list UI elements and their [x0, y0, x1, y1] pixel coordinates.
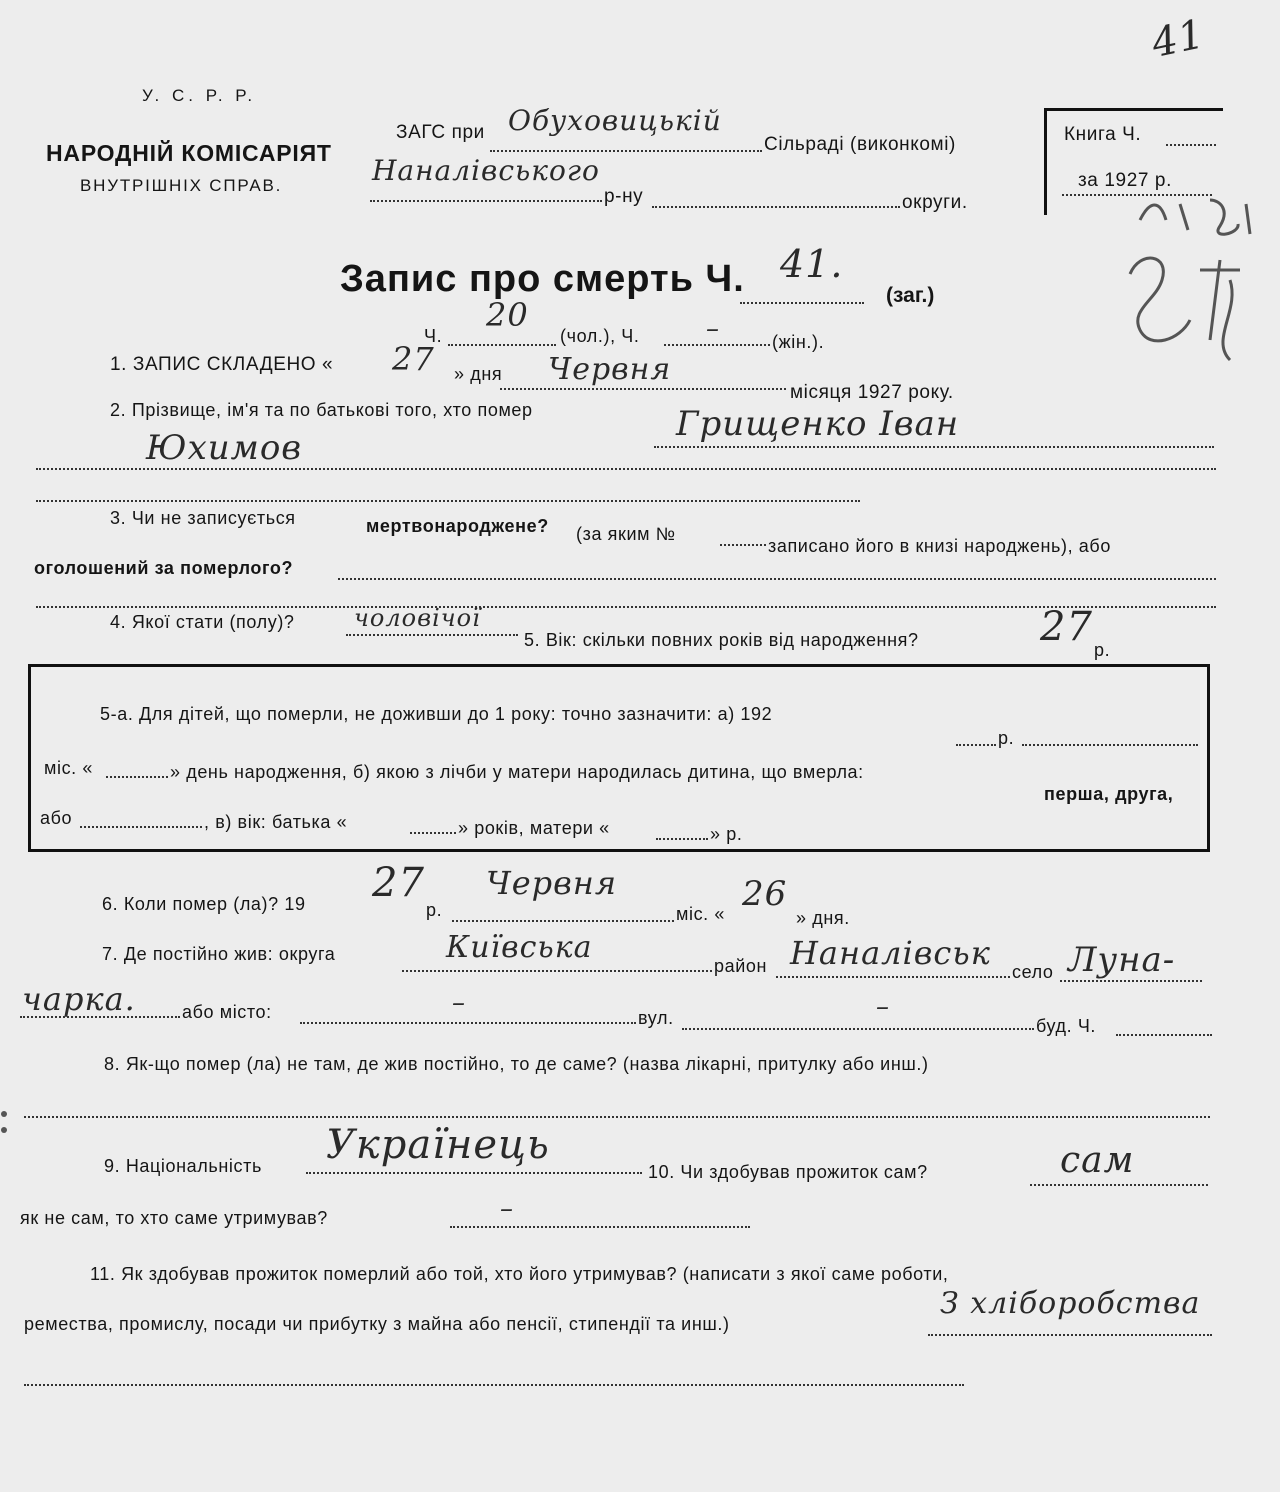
field-3-line	[338, 578, 1216, 580]
field-1-dnya: » дня	[454, 364, 503, 384]
field-10b-label: як не сам, то хто саме утримував?	[20, 1208, 328, 1228]
female-count-value: –	[706, 314, 720, 344]
field-7-selo-value-cont: чарка.	[22, 980, 136, 1018]
title-number: 41.	[780, 242, 844, 286]
field-9-label: 9. Національність	[104, 1156, 262, 1176]
field-7-bud-label: буд. Ч.	[1036, 1016, 1097, 1036]
field-7-raion-value: Наналівськ	[790, 934, 991, 972]
field-3-line-b	[36, 606, 1216, 608]
field-7-misto-line	[300, 1022, 636, 1024]
field-1-tail: місяця 1927 року.	[790, 382, 954, 403]
field-3-number-line	[720, 544, 766, 546]
field-7-vul-value: –	[876, 992, 890, 1022]
field-4-value: чоловічої	[354, 604, 481, 632]
field-8-line	[24, 1116, 1210, 1118]
field-2-name: Грищенко Іван	[676, 404, 960, 444]
field-2-line-b	[36, 468, 1216, 470]
ussr-label: У. С. Р. Р.	[142, 86, 257, 105]
rnu-label: р-ну	[604, 186, 644, 207]
male-count-value: 20	[486, 296, 529, 334]
field-3-text-d: записано його в книзі народжень), або	[768, 536, 1111, 556]
field-10b-value: –	[500, 1194, 514, 1224]
field-1-month-line	[500, 388, 786, 390]
field-7-selo-line	[1060, 980, 1202, 982]
field-10-line	[1030, 1184, 1208, 1186]
field-5a-year-line-b	[1022, 744, 1198, 746]
field-4-line	[346, 634, 518, 636]
selrada-label: Сільраді (виконкомі)	[764, 134, 956, 155]
field-6-day: 26	[742, 874, 788, 914]
book-year-label: за 1927 р.	[1078, 170, 1172, 191]
field-8-label: 8. Як-що помер (ла) не там, де жив постійно, то де саме? (назва лікарні, притулку або инш.)	[104, 1054, 929, 1074]
male-count-prefix: Ч.	[424, 326, 443, 346]
field-2-patronymic: Юхимов	[146, 428, 303, 468]
field-7-vul-line	[682, 1028, 1034, 1030]
field-6-mis: міс. «	[676, 904, 725, 924]
field-10-label: 10. Чи здобував прожиток сам?	[648, 1162, 928, 1182]
field-6-r: р.	[426, 900, 443, 920]
margin-pencil-marks	[1070, 190, 1260, 390]
field-2-label: 2. Прізвище, ім'я та по батькові того, хто помер	[110, 400, 533, 420]
field-5a-abo: або	[40, 808, 73, 828]
field-7-cont-line	[20, 1016, 180, 1018]
field-7-selo-label: село	[1012, 962, 1054, 982]
field-5-label: 5. Вік: скільки повних років від народження?	[524, 630, 919, 650]
field-5a-text-g: , в) вік: батька «	[204, 812, 348, 832]
field-9-value: Українець	[326, 1122, 550, 1168]
field-7-misto-label: або місто:	[182, 1002, 272, 1022]
field-7-label: 7. Де постійно жив: округа	[102, 944, 336, 964]
field-7-selo-value: Луна-	[1068, 940, 1176, 980]
male-count-line	[448, 344, 556, 346]
field-5a-mother-line	[656, 838, 708, 840]
zags-label: ЗАГС при	[396, 122, 485, 143]
field-5a-mis: міс. «	[44, 758, 93, 778]
page-number-mark: 41	[1147, 11, 1210, 67]
field-11-line	[928, 1334, 1212, 1336]
field-11-text-b: ремества, промислу, посади чи прибутку з майна або пенсії, стипендії та инш.)	[24, 1314, 730, 1334]
zags-line	[490, 150, 762, 152]
field-5a-father-line	[410, 832, 456, 834]
raion-line	[370, 200, 602, 202]
field-5a-text-d: » день народження, б) якою з лічби у матери народилась дитина, що вмерла:	[170, 762, 864, 782]
okrugy-label: округи.	[902, 192, 968, 213]
field-5a-r: р.	[998, 728, 1015, 748]
zag-label: (заг.)	[886, 284, 935, 307]
field-5a-birth-order: перша, друга,	[1044, 784, 1174, 804]
field-3-text-c: (за яким №	[576, 524, 676, 544]
field-3-text-a: 3. Чи не записується	[110, 508, 296, 528]
field-10-value: сам	[1060, 1140, 1135, 1181]
field-5a-text-h: » років, матери «	[458, 818, 610, 838]
commissariat-title: НАРОДНІЙ КОМІСАРІЯТ	[46, 140, 332, 166]
okrug-line	[652, 206, 900, 208]
field-9-line	[306, 1172, 642, 1174]
field-1-month: Червня	[548, 352, 672, 387]
field-7-vul-label: вул.	[638, 1008, 674, 1028]
field-4-label: 4. Якої стати (полу)?	[110, 612, 295, 632]
field-6-month-line	[452, 920, 674, 922]
field-11-value: З хліборобства	[940, 1286, 1201, 1321]
field-3-stillborn: мертвонароджене?	[366, 516, 549, 536]
field-5a-month-line	[106, 776, 168, 778]
binding-hole-marks	[0, 1108, 10, 1138]
field-5a-abo-line	[80, 826, 202, 828]
field-6-year: 27	[372, 860, 425, 906]
department-title: ВНУТРІШНІХ СПРАВ.	[80, 176, 283, 195]
field-6-month: Червня	[486, 864, 618, 902]
field-6-label: 6. Коли помер (ла)? 19	[102, 894, 306, 914]
field-7-bud-line	[1116, 1034, 1212, 1036]
field-5a-text-i: » р.	[710, 824, 743, 844]
field-2-line-a	[654, 446, 1214, 448]
field-11-line-b	[24, 1384, 964, 1386]
field-1-day: 27	[392, 340, 435, 378]
page-title: Запис про смерть Ч.	[340, 258, 745, 300]
zags-value: Обуховицькій	[508, 104, 722, 137]
field-1-label: 1. ЗАПИС СКЛАДЕНО «	[110, 354, 334, 375]
title-number-line	[740, 302, 864, 304]
male-count-label: (чол.), Ч.	[560, 326, 640, 346]
field-7-okruga: Київська	[446, 930, 593, 965]
book-number-label: Книга Ч.	[1064, 124, 1142, 145]
field-7-misto-value: –	[452, 988, 466, 1018]
field-6-dnya: » дня.	[796, 908, 850, 928]
female-count-line	[664, 344, 770, 346]
field-7-raion-line	[776, 976, 1010, 978]
raion-value: Наналівського	[372, 154, 600, 187]
field-11-text-a: 11. Як здобував прожиток померлий або той, хто його утримував? (написати з якої саме роботи,	[90, 1264, 949, 1284]
field-5a-year-line	[956, 744, 996, 746]
field-5-value: 27	[1040, 604, 1093, 650]
field-7-okruga-line	[402, 970, 712, 972]
field-2-line-c	[36, 500, 860, 502]
book-number-line	[1166, 144, 1216, 146]
field-10b-line	[450, 1226, 750, 1228]
field-3-declared-dead: оголошений за померлого?	[34, 558, 294, 578]
field-5-r: р.	[1094, 640, 1111, 660]
female-count-label: (жін.).	[772, 332, 825, 352]
field-5a-text-a: 5-а. Для дітей, що померли, не доживши до 1 року: точно зазначити: а) 192	[100, 704, 773, 724]
field-7-raion-label: район	[714, 956, 768, 976]
